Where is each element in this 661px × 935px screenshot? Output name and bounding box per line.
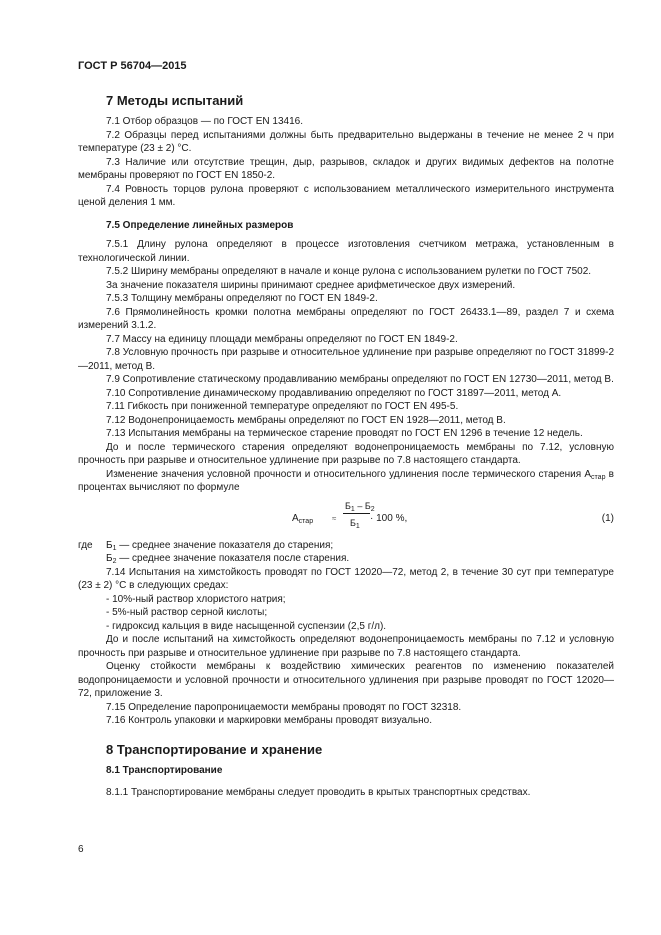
paragraph-7-4: 7.4 Ровность торцов рулона проверяют с использованием металлического измерительного инструмента ценой деления 1 мм.: [78, 183, 614, 208]
paragraph-7-10: 7.10 Сопротивление динамическому продавливанию определяют по ГОСТ 31897—2011, метод А.: [106, 387, 562, 399]
section-8-1-title: 8.1 Транспортирование: [106, 764, 223, 776]
paragraph-7-14c: Оценку стойкости мембраны к воздействию химических реагентов по изменению показателей водопроницаемости и условной прочности и относительного удлинения при разрыве проводят по ГОСТ 12020—72, приложение 3.: [78, 661, 614, 699]
paragraph-7-7: 7.7 Массу на единицу площади мембраны определяют по ГОСТ EN 1849-2.: [106, 333, 458, 345]
where-b1-sub: 1: [112, 544, 117, 552]
formula-den-b1: Б: [350, 517, 356, 528]
page-number: 6: [78, 844, 84, 855]
paragraph-7-9: 7.9 Сопротивление статическому продавливанию мембраны определяют по ГОСТ EN 12730—2011, метод В.: [106, 374, 614, 385]
formula-lhs-symbol: А: [292, 512, 299, 524]
paragraph-7-13: 7.13 Испытания мембраны на термическое старение проводят по ГОСТ EN 1296 в течение 12 недель.: [106, 428, 583, 439]
document-header: ГОСТ Р 56704—2015: [78, 60, 187, 72]
formula-den-sub: 1: [355, 522, 360, 530]
paragraph-7-6: 7.6 Прямолинейность кромки полотна мембраны определяют по ГОСТ 26433.1—89, раздел 7 и схема измерений 3.1.2.: [78, 306, 614, 331]
formula-number: (1): [601, 512, 614, 524]
formula-num-minus: – Б: [354, 500, 371, 511]
list-item-7-14-2: - 5%-ный раствор серной кислоты;: [106, 607, 268, 618]
where-b2: [106, 552, 349, 566]
paragraph-7-13c: [78, 468, 614, 495]
section-7-title: 7 Методы испытаний: [106, 93, 244, 108]
paragraph-7-13c-pre: Изменение значения условной прочности и относительного удлинения после термического старения А: [106, 468, 592, 480]
list-item-7-14-1: - 10%-ный раствор хлористого натрия;: [106, 593, 286, 605]
where-b2-sub: 2: [112, 558, 117, 565]
paragraph-7-13c-sub: стар: [591, 473, 606, 481]
paragraph-7-5-1: 7.5.1 Длину рулона определяют в процессе изготовления счетчиком метража, установленным в технологической линии.: [78, 239, 614, 264]
formula-approx: ≈: [332, 513, 337, 523]
formula-lhs-sub: стар: [298, 517, 314, 525]
paragraph-8-1-1: 8.1.1 Транспортирование мембраны следует проводить в крытых транспортных средствах.: [106, 787, 531, 798]
formula-num-sub1: 1: [350, 505, 355, 513]
section-7-5-title: 7.5 Определение линейных размеров: [106, 219, 294, 231]
list-item-7-14-3: - гидроксид кальция в виде насыщенной суспензии (2,5 г/л).: [106, 620, 387, 632]
formula-rhs: · 100 %,: [370, 512, 408, 524]
formula-lhs: [292, 512, 313, 526]
where-label: где: [78, 539, 93, 551]
formula-num-b1: Б: [345, 500, 351, 511]
paragraph-7-16: 7.16 Контроль упаковки и маркировки мембраны проводят визуально.: [106, 715, 432, 726]
paragraph-7-5-2: 7.5.2 Ширину мембраны определяют в начале и конце рулона с использованием рулетки по ГОСТ 7502.: [106, 266, 592, 277]
paragraph-7-14: 7.14 Испытания на химстойкость проводят по ГОСТ 12020—72, метод 2, в течение 30 сут при температуре (23 ± 2) °С в следующих средах:: [78, 566, 614, 591]
where-b1-symbol: Б: [106, 539, 113, 551]
formula-num-sub2: 2: [370, 505, 375, 513]
paragraph-7-5-3: 7.5.3 Толщину мембраны определяют по ГОСТ EN 1849-2.: [106, 293, 378, 304]
where-b2-text: — среднее значение показателя после старения.: [116, 553, 350, 564]
document-body: [78, 93, 614, 800]
formula-1: [78, 497, 614, 539]
paragraph-7-2: 7.2 Образцы перед испытаниями должны быть предварительно выдержаны в течение не менее 2 ч при температуре (23 ± 2) °С.: [78, 129, 614, 154]
formula-fraction-bar: [343, 513, 370, 514]
where-b2-symbol: Б: [106, 553, 113, 564]
paragraph-7-12: 7.12 Водонепроницаемость мембраны определяют по ГОСТ EN 1928—2011, метод В.: [106, 414, 506, 426]
where-b1-text: — среднее значение показателя до старения;: [116, 539, 334, 551]
section-8-title: 8 Транспортирование и хранение: [106, 741, 323, 757]
paragraph-7-1: 7.1 Отбор образцов — по ГОСТ EN 13416.: [106, 116, 304, 127]
paragraph-7-11: 7.11 Гибкость при пониженной температуре определяют по ГОСТ EN 495-5.: [106, 401, 459, 412]
paragraph-7-15: 7.15 Определение паропроницаемости мембраны проводят по ГОСТ 32318.: [106, 701, 462, 713]
where-line-2: [78, 552, 614, 566]
where-line-1: [78, 539, 614, 553]
paragraph-7-5-2b: За значение показателя ширины принимают среднее арифметическое двух измерений.: [106, 279, 516, 291]
where-b1: [106, 539, 333, 553]
paragraph-7-13c-post: в процентах вычисляют по формуле: [78, 468, 614, 493]
paragraph-7-13b: До и после термического старения определяют водонепроницаемость мембраны по 7.12, условную прочность при разрыве и относительное удлинение при разрыве по 7.8 настоящего стандарта.: [78, 441, 614, 466]
paragraph-7-8: 7.8 Условную прочность при разрыве и относительное удлинение при разрыве определяют по ГОСТ 31899-2—2011, метод В.: [78, 347, 614, 372]
paragraph-7-3: 7.3 Наличие или отсутствие трещин, дыр, разрывов, складок и других видимых дефектов на полотне мембраны проверяют по ГОСТ EN 1850-2.: [78, 156, 614, 181]
formula-denominator: [350, 517, 360, 531]
paragraph-7-14b: До и после испытаний на химстойкость определяют водонепроницаемость мембраны по 7.12 и условную прочность при разрыве и относительное удлинение при разрыве по 7.8 настоящего стандарта.: [78, 634, 614, 659]
